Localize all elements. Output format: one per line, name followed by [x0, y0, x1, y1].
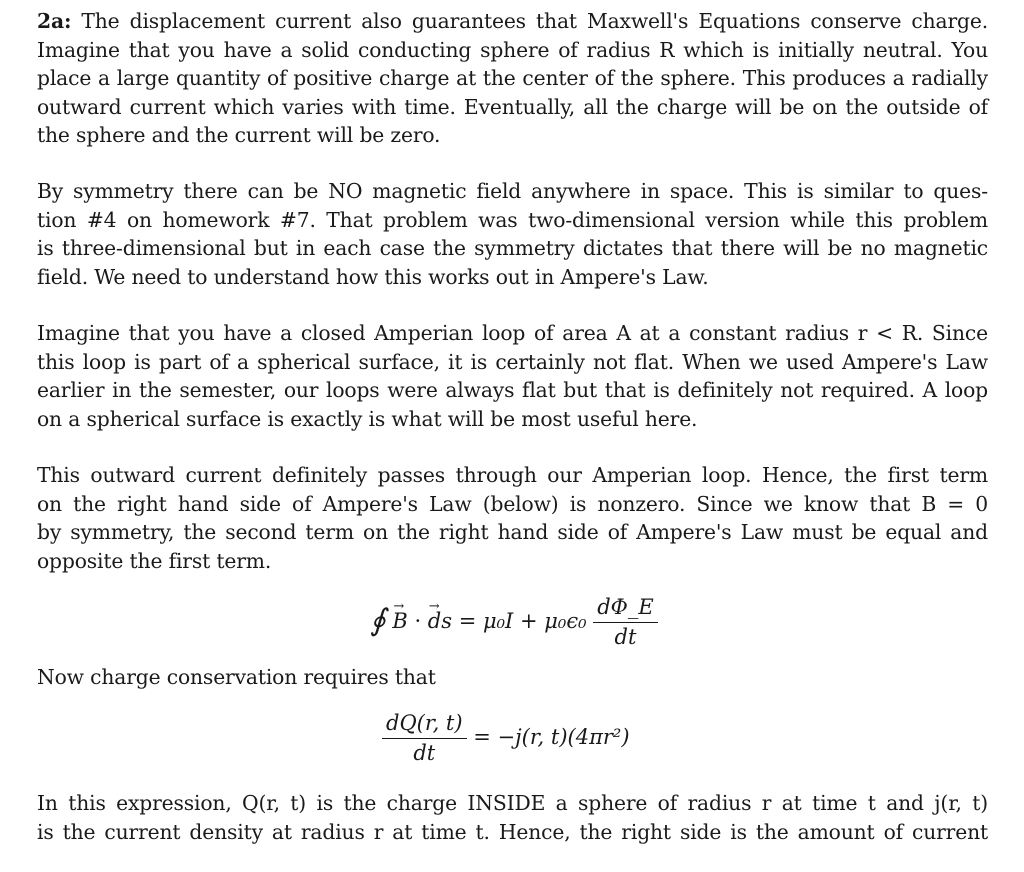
- ampere-maxwell-equation: [370, 592, 658, 651]
- text-line: place a large quantity of positive charge at the center of the sphere. This produces a radially: [37, 66, 988, 91]
- text-line: 2a: The displacement current also guarantees that Maxwell's Equations conserve charge.: [37, 9, 988, 33]
- text-line: This outward current definitely passes through our Amperian loop. Hence, the first term: [37, 463, 988, 487]
- paragraph-expression-explanation: [37, 789, 988, 846]
- paragraph-intro: [37, 7, 988, 150]
- contour-integral-symbol: ∮: [370, 603, 386, 639]
- text-line: on a spherical surface is exactly is what will be most useful here.: [37, 406, 698, 431]
- text-line: is three-dimensional but in each case the symmetry dictates that there will be no magnetic: [37, 236, 988, 261]
- text-line: In this expression, Q(r, t) is the charge INSIDE a sphere of radius r at time t and j(r, t): [37, 791, 988, 815]
- paragraph-charge-conservation: [37, 663, 988, 692]
- text-line: By symmetry there can be NO magnetic field anywhere in space. This is similar to ques-: [37, 179, 988, 203]
- text-line: the sphere and the current will be zero.: [37, 123, 441, 148]
- paragraph-outward-current: [37, 461, 988, 575]
- fraction-numerator: dQ(r, t): [382, 708, 467, 739]
- text-line: Imagine that you have a closed Amperian loop of area A at a constant radius r < R. Since: [37, 321, 988, 345]
- paragraph-amperian-loop: [37, 319, 988, 433]
- text-line: this loop is part of a spherical surface, it is certainly not flat. When we used Ampere's Law: [37, 349, 988, 374]
- text-line: field. We need to understand how this works out in Ampere's Law.: [37, 264, 709, 289]
- text-line: outward current which varies with time. Eventually, all the charge will be on the outside of: [37, 94, 988, 119]
- equation-rhs: = −j(r, t)(4πr²): [466, 725, 630, 750]
- text-line: Now charge conservation requires that: [37, 665, 436, 689]
- fraction-denominator: dt: [614, 625, 637, 649]
- flux-derivative-fraction: [593, 592, 658, 651]
- text-line: opposite the first term.: [37, 548, 272, 573]
- fraction-numerator: dΦ_E: [593, 592, 658, 623]
- vector-ds: → ds: [428, 607, 452, 636]
- charge-derivative-fraction: [382, 708, 467, 767]
- text-line: Imagine that you have a solid conducting sphere of radius R which is initially neutral. You: [37, 37, 988, 62]
- text-line: by symmetry, the second term on the right hand side of Ampere's Law must be equal and: [37, 520, 988, 545]
- text-line: earlier in the semester, our loops were always flat but that is definitely not required. A loop: [37, 378, 988, 403]
- vector-b: → B: [392, 607, 407, 636]
- continuity-equation: [382, 708, 630, 767]
- text-line: is the current density at radius r at time t. Hence, the right side is the amount of current: [37, 819, 988, 844]
- paragraph-symmetry: [37, 177, 988, 291]
- dot-operator: ·: [407, 609, 428, 634]
- fraction-denominator: dt: [413, 741, 436, 765]
- equation-rhs: = μ₀I + μ₀ϵ₀: [452, 609, 587, 634]
- text-line: tion #4 on homework #7. That problem was two-dimensional version while this problem: [37, 207, 988, 232]
- problem-label: 2a:: [37, 9, 72, 33]
- text-line: on the right hand side of Ampere's Law (below) is nonzero. Since we know that B = 0: [37, 491, 988, 516]
